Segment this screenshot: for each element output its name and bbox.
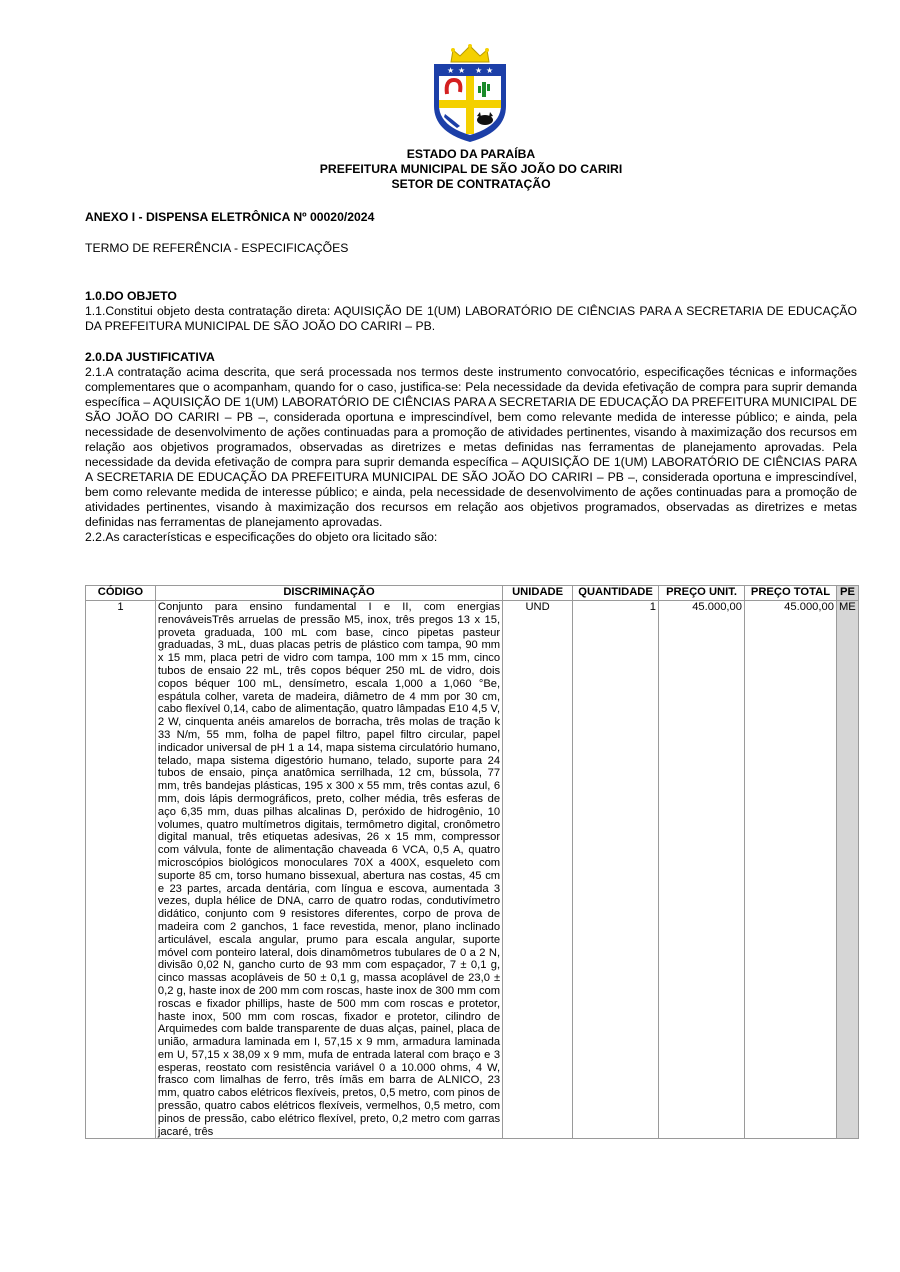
header-prefeitura: PREFEITURA MUNICIPAL DE SÃO JOÃO DO CARIRI [319, 162, 623, 176]
section-objeto [85, 289, 857, 334]
col-header-quantidade: QUANTIDADE [573, 586, 659, 601]
col-header-unidade: UNIDADE [503, 586, 573, 601]
municipal-coat-of-arms-icon [427, 42, 513, 144]
section-justificativa [85, 350, 857, 545]
section-justificativa-heading: 2.0.DA JUSTIFICATIVA [85, 350, 215, 364]
section-justificativa-text: 2.1.A contratação acima descrita, que será processada nos termos deste instrumento convocatório, especificações técnicas e informações complementares que o acompanham, quando for o caso, justifica-se: Pela necessidade da devida efetivação de compra para suprir demanda específica – AQUISIÇÃO DE 1(UM) LABORATÓRIO DE CIÊNCIAS PARA A SECRETARIA DE EDUCAÇÃO DA PREFEITURA MUNICIPAL DE SÃO JOÃO DO CARIRI – PB –, considerada oportuna e imprescindível, bem como relevante medida de interesse público; e ainda, pela necessidade de desenvolvimento de ações continuadas para a promoção de atividades pertinentes, visando à maximização dos recursos em relação aos objetivos programados, observadas as diretrizes e metas definidas nas ferramentas de planejamento aprovadas. Pela necessidade da devida efetivação de compra para suprir demanda específica – AQUISIÇÃO DE 1(UM) LABORATÓRIO DE CIÊNCIAS PARA A SECRETARIA DE EDUCAÇÃO DA PREFEITURA MUNICIPAL DE SÃO JOÃO DO CARIRI – PB –, considerada oportuna e imprescindível, bem como relevante medida de interesse público; e ainda, pela necessidade de desenvolvimento de ações continuadas para a promoção de atividades pertinentes, visando à maximização dos recursos em relação aos objetivos programados, observadas as diretrizes e metas definidas nas ferramentas de planejamento aprovadas. [85, 365, 857, 529]
cell-discriminacao: Conjunto para ensino fundamental I e II, com energias renováveisTrês arruelas de pressão M5, inox, três pregos 13 x 15, proveta graduada, 100 mL com base, cinco pipetas pasteur graduadas, 3 mL, duas placas petris de plástico com tampa, 90 mm x 15 mm, placa petri de vidro com tampa, 100 mm x 15 mm, cinco tubos de ensaio 22 mL, três copos béquer 250 mL de vidro, dois copos béquer 100 mL, densímetro, escala 1,000 a 1,060 °Be, espátula colher, vareta de madeira, diâmetro de 4 mm por 30 cm, cabo flexível 0,14, cabo de alimentação, quatro lâmpadas E10 4,5 V, 2 W, cinquenta anéis amarelos de borracha, três molas de tração k 33 N/m, 55 mm, folha de papel filtro, papel filtro circular, papel indicador universal de pH 1 a 14, mapa sistema circulatório humano, telado, mapa sistema digestório humano, telado, suporte para 24 tubos de ensaio, pinça anatômica serrilhada, 12 cm, bússola, 77 mm, três bandejas plásticas, 195 x 300 x 55 mm, três contas azul, 6 mm, dois lápis dermográficos, preto, colher média, três esferas de aço 6,35 mm, duas pilhas alcalinas D, peróxido de hidrogênio, 10 volumes, quatro multímetros digitais, termômetro digital, cronômetro digital manual, três etiquetas adesivas, 26 x 15 mm, compressor com válvula, fonte de alimentação chaveada 6 VCA, 0,5 A, quatro microscópios biológicos monoculares 70X a 400X, esqueleto com suporte 85 cm, torso humano bissexual, abertura nas costas, 45 cm e 23 partes, arcada dentária, com língua e escova, aumentada 3 vezes, dupla hélice de DNA, carro de quatro rodas, condutivímetro didático, conjunto com 9 resistores diferentes, corpo de prova de madeira com 2 ganchos, 1 face revestida, menor, plano inclinado articulável, escala angular, prumo para escala angular, suporte móvel com ponteiro lateral, dois dinamômetros tubulares de 0 a 2 N, divisão 0,02 N, gancho curto de 93 mm com espaçador, 7 ± 0,1 g, cinco massas acopláveis de 50 ± 0,1 g, massa acoplável de 23,0 ± 0,2 g, haste inox de 200 mm com roscas, haste inox de 300 mm com roscas e fixador phillips, haste de 500 mm com roscas e protetor, haste inox, 500 mm com roscas, fixador e protetor, cilindro de Arquimedes com balde transparente de duas alças, painel, placa de união, armadura laminada em I, 57,15 x 9 mm, armadura laminada em U, 57,15 x 38,09 x 9 mm, mufa de entrada lateral com braço e 3 esperas, reostato com resistência variável 0 a 10.000 ohms, 4 W, frasco com limalhas de ferro, três ímãs em barra de ALNICO, 23 mm, quatro cabos elétricos flexíveis, pretos, 0,5 metro, com pinos de pressão, quatro cabos elétricos flexíveis, vermelhos, 0,5 metro, com pinos de pressão, cabo elétrico flexível, preto, 0,2 metro com garras jacaré, três [155, 601, 502, 1139]
cell-pe: ME [836, 601, 858, 1139]
svg-text:★: ★ [486, 66, 494, 75]
anexo-title: ANEXO I - DISPENSA ELETRÔNICA Nº 00020/2024 [85, 210, 375, 224]
col-header-pe: PE [836, 586, 858, 601]
cell-preco-unit: 45.000,00 [659, 601, 745, 1139]
svg-text:★: ★ [475, 66, 483, 75]
items-table [85, 585, 859, 1139]
cell-preco-total: 45.000,00 [744, 601, 836, 1139]
svg-text:★: ★ [447, 66, 455, 75]
col-header-codigo: CÓDIGO [86, 586, 156, 601]
col-header-preco-total: PREÇO TOTAL [744, 586, 836, 601]
svg-text:★: ★ [458, 66, 466, 75]
cell-quantidade: 1 [573, 601, 659, 1139]
col-header-preco-unit: PREÇO UNIT. [659, 586, 745, 601]
termo-subtitle: TERMO DE REFERÊNCIA - ESPECIFICAÇÕES [85, 241, 349, 255]
section-objeto-heading: 1.0.DO OBJETO [85, 289, 177, 303]
table-row [86, 601, 859, 1139]
col-header-discriminacao: DISCRIMINAÇÃO [155, 586, 502, 601]
header-state: ESTADO DA PARAÍBA [406, 147, 536, 161]
section-objeto-text: 1.1.Constitui objeto desta contratação direta: AQUISIÇÃO DE 1(UM) LABORATÓRIO DE CIÊNCIAS PARA A SECRETARIA DE EDUCAÇÃO DA PREFEITURA MUNICIPAL DE SÃO JOÃO DO CARIRI – PB. [85, 304, 857, 333]
cell-codigo: 1 [86, 601, 156, 1139]
section-justificativa-text2: 2.2.As características e especificações do objeto ora licitado são: [85, 530, 438, 544]
table-header-row [86, 586, 859, 601]
cell-unidade: UND [503, 601, 573, 1139]
document-header [85, 147, 857, 192]
header-setor: SETOR DE CONTRATAÇÃO [391, 177, 551, 191]
